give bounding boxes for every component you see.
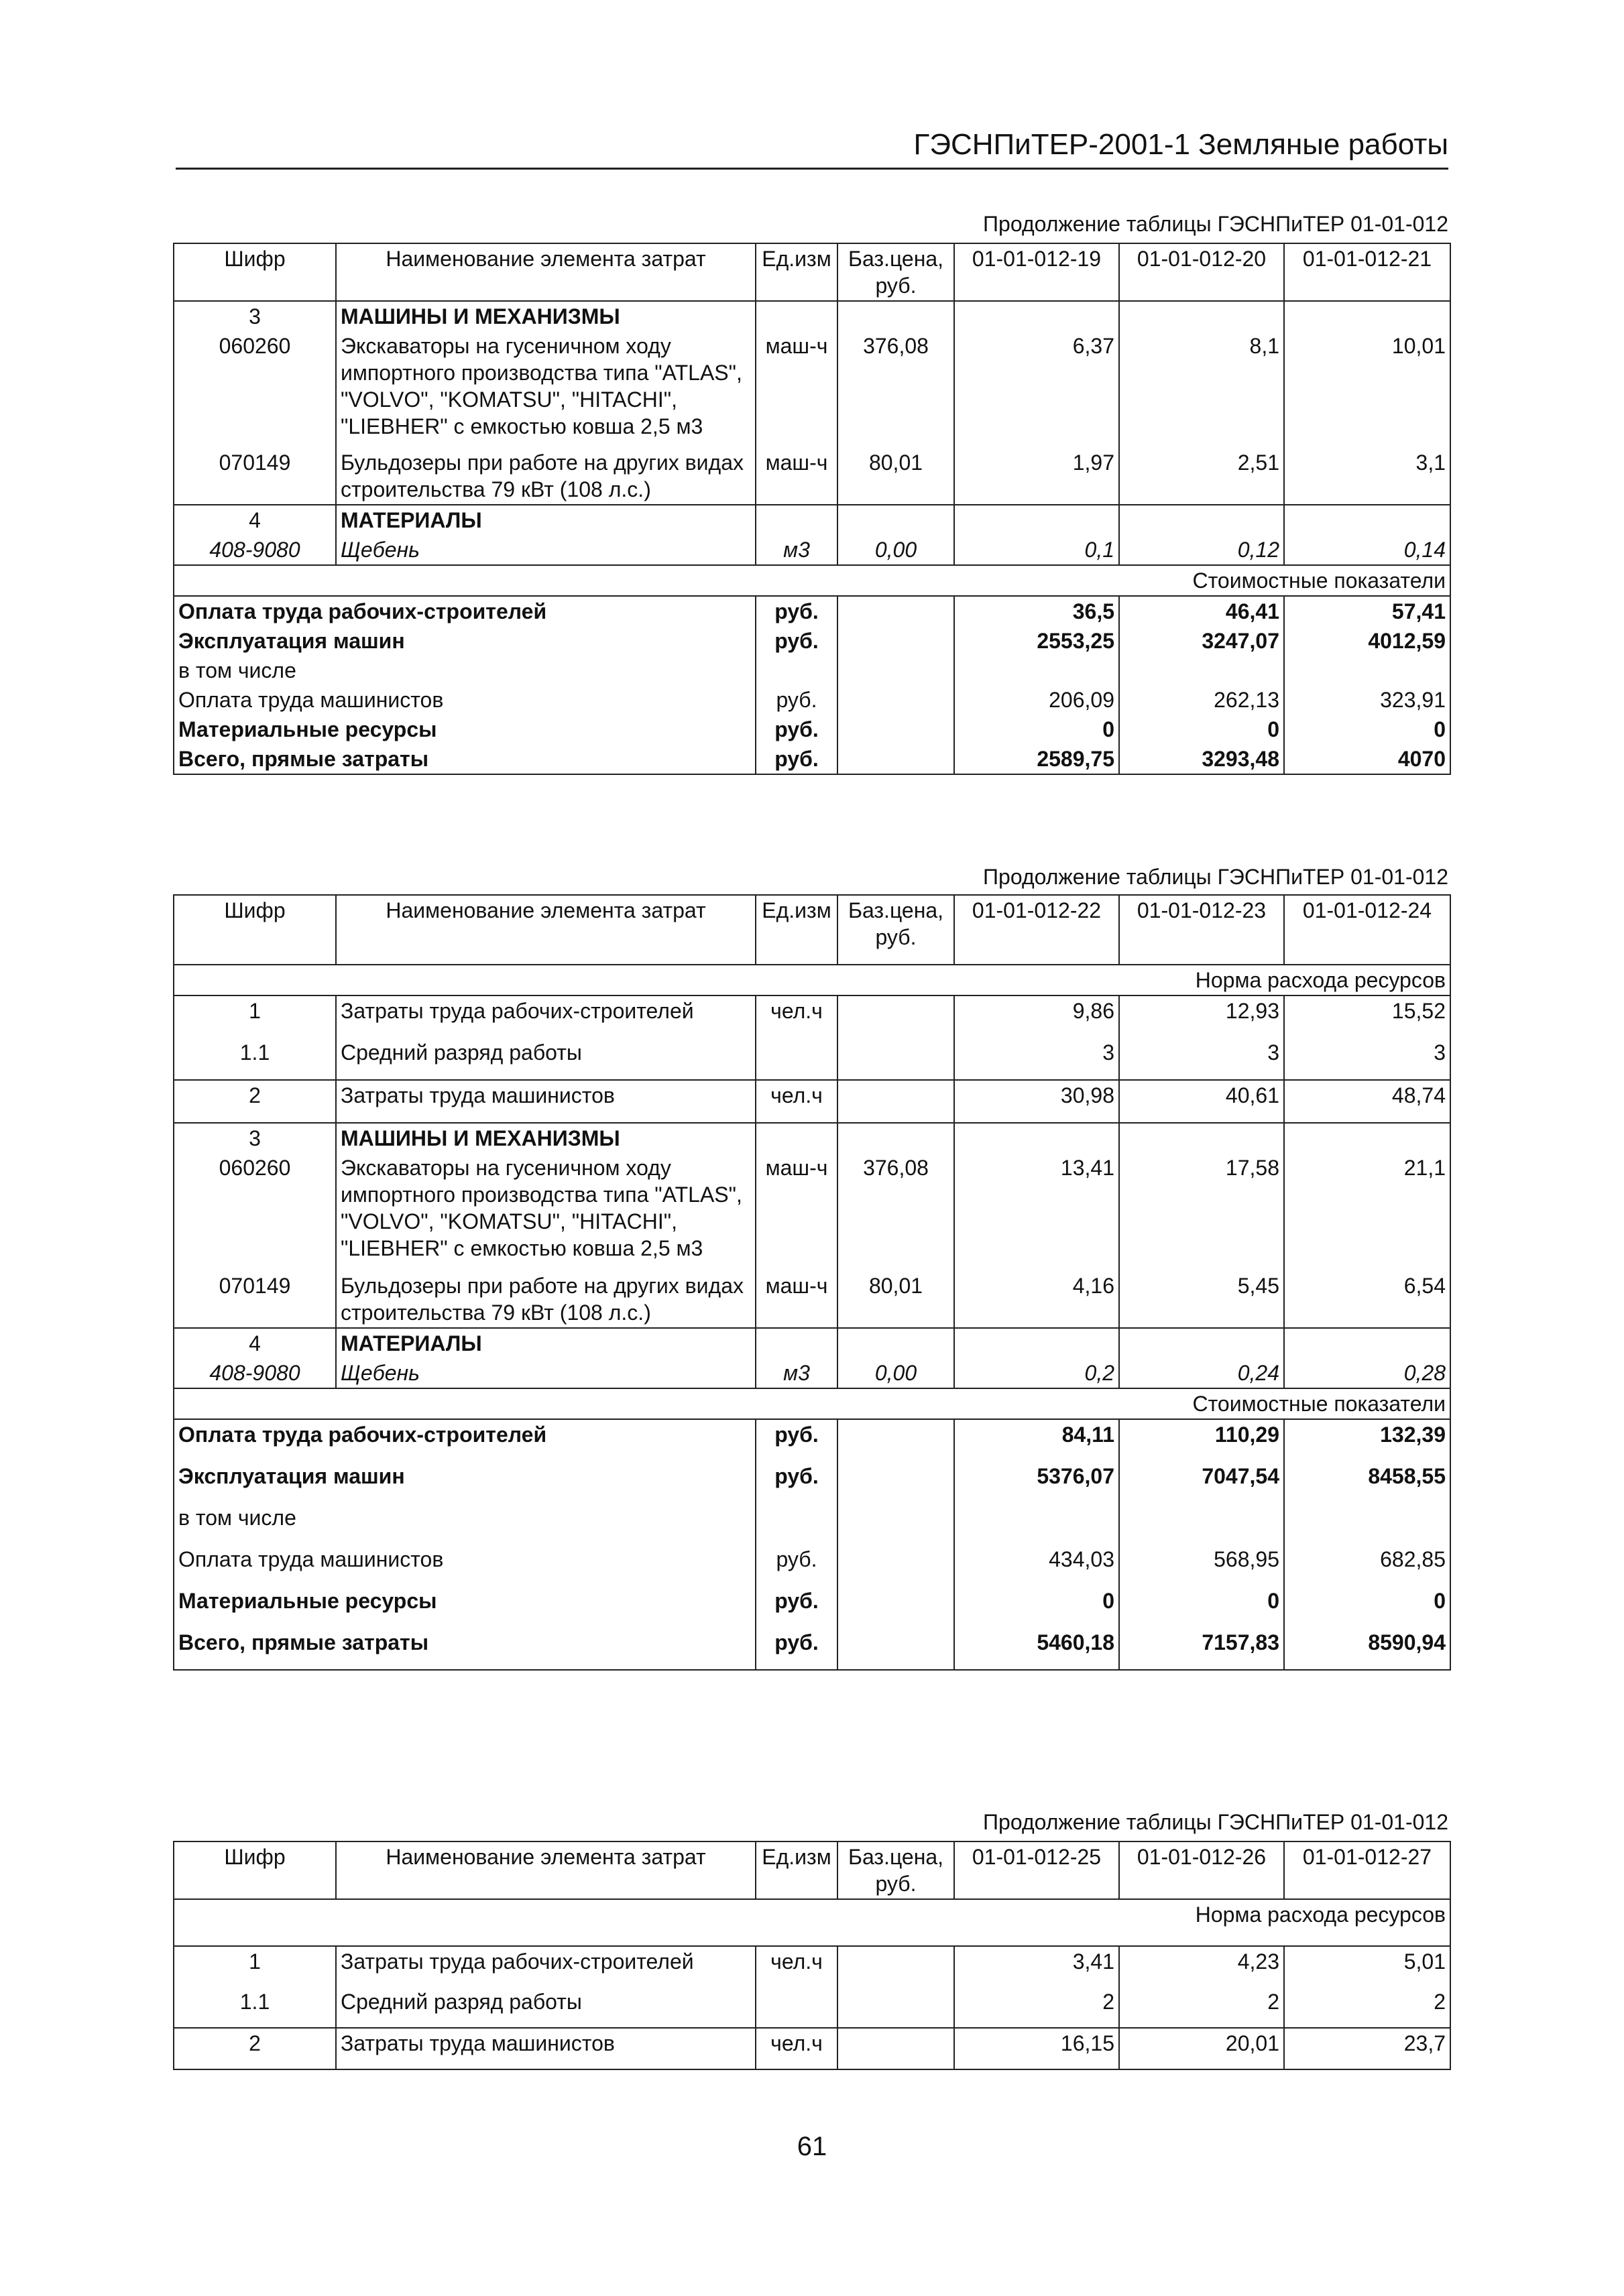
col-header-unit: Ед.изм	[756, 243, 837, 301]
col-header-code-24: 01-01-012-24	[1284, 895, 1450, 965]
col-header-price: Баз.цена, руб.	[837, 1841, 954, 1899]
section-row-norms	[174, 1899, 1450, 1946]
section-row-machines: 3 МАШИНЫ И МЕХАНИЗМЫ	[174, 1123, 1450, 1153]
col-header-unit: Ед.изм	[756, 1841, 837, 1899]
table-row-worker-labor: 1 Затраты труда рабочих-строителей чел.ч 9,86 12,93 15,52	[174, 995, 1450, 1038]
col-header-code: Шифр	[174, 1841, 336, 1899]
table-2	[173, 894, 1451, 1671]
document-title: ГЭСНПиТЕР-2001-1 Земляные работы	[913, 128, 1448, 161]
table-2-caption: Продолжение таблицы ГЭСНПиТЕР 01-01-012	[983, 865, 1448, 889]
col-header-name: Наименование элемента затрат	[336, 243, 756, 301]
col-header-code-25: 01-01-012-25	[954, 1841, 1119, 1899]
table-row-excavator: 060260 Экскаваторы на гусеничном ходу импортного производства типа "ATLAS", "VOLVO", "KOMATSU", "HITACHI", "LIEBHER" с емкостью ковша 2,5 м3 маш-ч 376,08 6,37 8,1 10,01	[174, 331, 1450, 448]
col-header-code-20: 01-01-012-20	[1119, 243, 1284, 301]
table-row-cost-total: Всего, прямые затраты руб. 5460,18 7157,83 8590,94	[174, 1628, 1450, 1670]
col-header-name: Наименование элемента затрат	[336, 895, 756, 965]
section-row-materials: 4 МАТЕРИАЛЫ	[174, 505, 1450, 535]
table-row-gravel: 408-9080 Щебень м3 0,00 0,1 0,12 0,14	[174, 535, 1450, 565]
table-row-average-grade: 1.1 Средний разряд работы 3 3 3	[174, 1038, 1450, 1080]
table-1-caption: Продолжение таблицы ГЭСНПиТЕР 01-01-012	[983, 212, 1448, 236]
page-header	[176, 122, 1448, 170]
section-row-norms	[174, 965, 1450, 995]
col-header-price: Баз.цена, руб.	[837, 243, 954, 301]
table-row-bulldozer: 070149 Бульдозеры при работе на других видах строительства 79 кВт (108 л.с.) маш-ч 80,01 4,16 5,45 6,54	[174, 1271, 1450, 1328]
table-row-cost-operators: Оплата труда машинистов руб. 434,03 568,95 682,85	[174, 1545, 1450, 1586]
col-header-code-26: 01-01-012-26	[1119, 1841, 1284, 1899]
table-row-average-grade: 1.1 Средний разряд работы 2 2 2	[174, 1987, 1450, 2028]
section-row-materials: 4 МАТЕРИАЛЫ	[174, 1328, 1450, 1358]
col-header-code-27: 01-01-012-27	[1284, 1841, 1450, 1899]
section-row-cost-indicators	[174, 565, 1450, 596]
table-row-gravel: 408-9080 Щебень м3 0,00 0,2 0,24 0,28	[174, 1358, 1450, 1388]
section-title: МАШИНЫ И МЕХАНИЗМЫ	[336, 1123, 756, 1153]
page-number: 61	[797, 2132, 827, 2161]
table-row-cost-machines: Эксплуатация машин руб. 2553,25 3247,07 4012,59	[174, 626, 1450, 656]
norms-title: Норма расхода ресурсов	[174, 1899, 1450, 1946]
table-header-row	[174, 895, 1450, 965]
col-header-price: Баз.цена, руб.	[837, 895, 954, 965]
col-header-code-23: 01-01-012-23	[1119, 895, 1284, 965]
table-row-cost-operators: Оплата труда машинистов руб. 206,09 262,13 323,91	[174, 685, 1450, 715]
cost-indicators-title: Стоимостные показатели	[174, 1388, 1450, 1419]
norms-title: Норма расхода ресурсов	[174, 965, 1450, 995]
table-row-excavator: 060260 Экскаваторы на гусеничном ходу импортного производства типа "ATLAS", "VOLVO", "KOMATSU", "HITACHI", "LIEBHER" с емкостью ковша 2,5 м3 маш-ч 376,08 13,41 17,58 21,1	[174, 1153, 1450, 1271]
table-row-cost-materials: Материальные ресурсы руб. 0 0 0	[174, 715, 1450, 744]
table-row-cost-machines: Эксплуатация машин руб. 5376,07 7047,54 8458,55	[174, 1461, 1450, 1503]
table-row-bulldozer: 070149 Бульдозеры при работе на других видах строительства 79 кВт (108 л.с.) маш-ч 80,01 1,97 2,51 3,1	[174, 448, 1450, 505]
table-row-operator-labor: 2 Затраты труда машинистов чел.ч 30,98 40,61 48,74	[174, 1080, 1450, 1123]
table-3	[173, 1841, 1451, 2070]
section-title: МАШИНЫ И МЕХАНИЗМЫ	[336, 301, 756, 331]
section-row-machines: 3 МАШИНЫ И МЕХАНИЗМЫ	[174, 301, 1450, 331]
section-title: МАТЕРИАЛЫ	[336, 1328, 756, 1358]
col-header-name: Наименование элемента затрат	[336, 1841, 756, 1899]
table-1	[173, 243, 1451, 775]
col-header-code: Шифр	[174, 895, 336, 965]
col-header-unit: Ед.изм	[756, 895, 837, 965]
table-row-worker-labor: 1 Затраты труда рабочих-строителей чел.ч 3,41 4,23 5,01	[174, 1946, 1450, 1987]
table-row-cost-workers: Оплата труда рабочих-строителей руб. 84,11 110,29 132,39	[174, 1419, 1450, 1461]
table-row-including: в том числе	[174, 1503, 1450, 1545]
table-row-cost-materials: Материальные ресурсы руб. 0 0 0	[174, 1586, 1450, 1628]
table-row-including: в том числе	[174, 656, 1450, 685]
table-header-row	[174, 1841, 1450, 1899]
table-row-cost-workers: Оплата труда рабочих-строителей руб. 36,5 46,41 57,41	[174, 596, 1450, 626]
table-row-operator-labor: 2 Затраты труда машинистов чел.ч 16,15 20,01 23,7	[174, 2028, 1450, 2069]
section-row-cost-indicators	[174, 1388, 1450, 1419]
col-header-code-21: 01-01-012-21	[1284, 243, 1450, 301]
table-3-caption: Продолжение таблицы ГЭСНПиТЕР 01-01-012	[983, 1810, 1448, 1834]
section-title: МАТЕРИАЛЫ	[336, 505, 756, 535]
col-header-code-19: 01-01-012-19	[954, 243, 1119, 301]
table-row-cost-total: Всего, прямые затраты руб. 2589,75 3293,48 4070	[174, 744, 1450, 774]
table-header-row	[174, 243, 1450, 301]
cost-indicators-title: Стоимостные показатели	[174, 565, 1450, 596]
col-header-code: Шифр	[174, 243, 336, 301]
col-header-code-22: 01-01-012-22	[954, 895, 1119, 965]
